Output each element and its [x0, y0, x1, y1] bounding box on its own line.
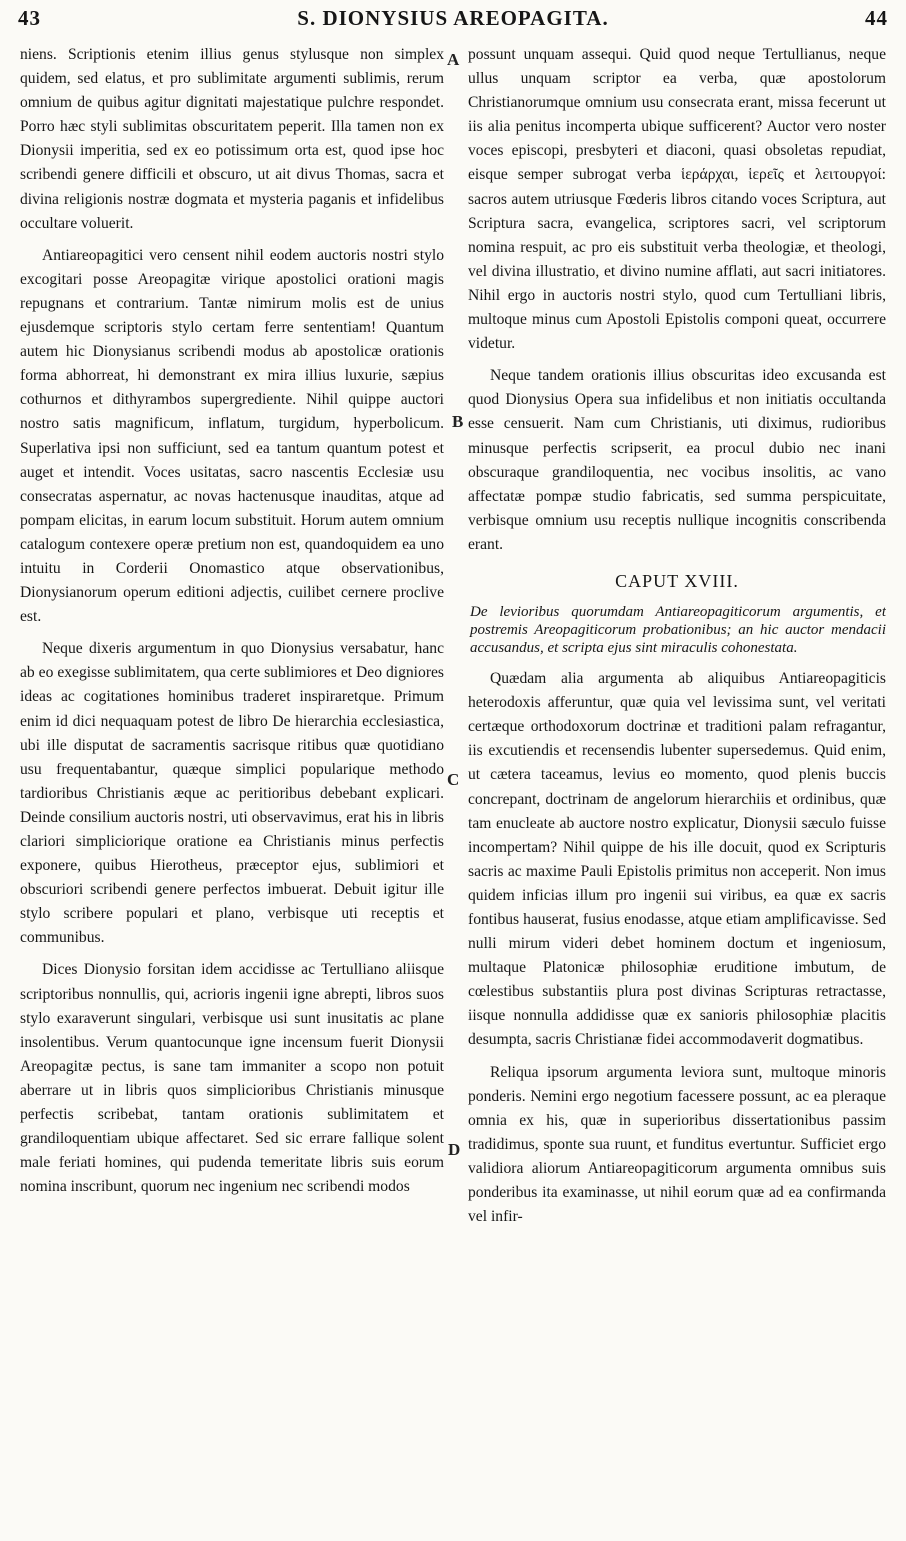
margin-letter-d: D — [448, 1140, 461, 1159]
paragraph: Neque dixeris argumentum in quo Dionysius versabatur, hanc ab eo exegisse sublimitatem, qua certe sublimiores et Deo digniores ideas ac cogitationes hominibus traderet inspiraretque. Primum enim id dici nequaquam potest de libro De hierarchia ecclesiastica, ubi ille disputat de sacramentis sacrisque ritibus quæ quotidiano usu frequentabantur, quæque simplici popularique methodo tardioribus Christianis æque ac peritioribus debebant explicari. Deinde consilium auctoris nostri, uti observavimus, erat his in libris clariori simpliciorique oratione ea Christianis minus perfectis exponere, quibus Hierotheus, præceptor ejus, sublimiori et obscuriori scribendi genere perfectos imbuerat. Debuit igitur ille stylo scribere populari et plano, verbisque uti receptis et communibus. — [20, 640, 444, 947]
margin-letter-c: C — [447, 770, 460, 789]
running-head — [18, 6, 888, 36]
paragraph: Reliqua ipsorum argumenta leviora sunt, multoque minoris ponderis. Nemini ergo negotium facessere possunt, ac ea pleraque omnia ex his, quæ in superioribus dissertationibus passim tradidimus, sponte sua ruunt, et funditus evertuntur. Sufficiet ergo validiora aliorum Antiareopagiticorum argumenta omnibus suis ponderibus ita examinasse, ut nihil eorum quæ ad ea confirmanda vel infir- — [468, 1063, 886, 1226]
page-number-left: 43 — [18, 6, 41, 30]
right-column — [468, 43, 886, 1533]
chapter-summary: De levioribus quorumdam Antiareopagiticorum argumentis, et postremis Areopagiticorum probationibus; an hic auctor mendacii accusandus, et scripta ejus sint miraculis cohonestata. — [470, 604, 886, 657]
left-column — [20, 43, 444, 1533]
paragraph: Dices Dionysio forsitan idem accidisse ac Tertulliano aliisque scriptoribus nonnullis, qui, acrioris ingenii igne abrepti, libros suos stylo exaraverunt singulari, verbisque usi sunt inusitatis ac plane insolentibus. Verum quantocunque igne incensum fuerit Dionysii Areopagitæ pectus, is sane tam immaniter a scopo non potuit aberrare ut in libris quos simplicioribus Christianis minusque perfectis scribebat, tantam orationis sublimitatem et grandiloquentiam ubique affectaret. Sed sic errare fallique solent male feriati homines, qui pudenda temeritate libris suis eorum nomina inscribunt, quorum nec ingenium nec scribendi modos — [20, 961, 444, 1196]
paragraph: niens. Scriptionis etenim illius genus stylusque non simplex quidem, sed elatus, et pro sublimitate argumenti sublimis, rerum omnium de quibus agitur dignitati majestatique pulchre respondet. Porro hæc styli sublimitas obscuritatem peperit. Illa tamen non ex Dionysii imperitia, sed ex eo potissimum orta est, quod ipse hoc scribendi genere difficili et obscuro, ut ait divus Thomas, sacra et divina religionis nostræ dogmata et mysteria paganis et infidelibus occultare voluerit. — [20, 46, 444, 232]
margin-letter-b: B — [452, 412, 464, 431]
page-number-right: 44 — [865, 6, 888, 30]
paragraph: Neque tandem orationis illius obscuritas ideo excusanda est quod Dionysius Opera sua infidelibus et non initiatis occultanda esse censuerit. Nam cum Christianis, uti diximus, rudioribus minusque perfectis scripserit, ea procul dubio nec inani obscuraque grandiloquentia, nec vocibus insolitis, ac vano affectatæ pompæ studio fabricatis, sed summa perspicuitate, verbisque omnium usu receptis nullique incognitis conscribenda erant. — [468, 367, 886, 553]
chapter-heading: CAPUT XVIII. — [615, 570, 739, 591]
running-title: S. DIONYSIUS AREOPAGITA. — [297, 6, 609, 30]
paragraph: Quædam alia argumenta ab aliquibus Antiareopagiticis heterodoxis afferuntur, quæ quia vel levissima sunt, vel veritati certæque orthodoxorum doctrinæ et traditioni palam refragantur, iis excutiendis et recensendis lubenter supersedemus. Quid enim, ut cætera taceamus, levius eo momento, quod plenis buccis concrepant, doctrinam de angelorum hierarchiis et ordinibus, quæ tam enucleate ab auctore nostro explicatur, Dionysii sæculo fuisse incompertam? Nihil quippe de his ille docuit, quod ex Scripturis sacris ac maxime Pauli Epistolis primitus non acceperit. Non imus quidem inficias illum pro ingenii sui viribus, ea quæ ex sacris fontibus hauserat, fusius enodasse, atque etiam amplificavisse. Sed nulli mirum videri debet hominem doctum et ingeniosum, multaque Platonicæ philosophiæ eruditione imbutum, de cœlestibus substantiis plura post divinas Scripturas retractasse, iisque nonnulla addidisse quæ ex sanioris philosophiæ placitis desumpta, sacris Christianæ fidei accommodaverit dogmatibus. — [468, 670, 886, 1049]
margin-letter-a: A — [447, 50, 460, 69]
paragraph: possunt unquam assequi. Quid quod neque Tertullianus, neque ullus unquam scriptor ea verba, quæ apostolorum Christianorumque omnium usu consecrata erant, missa fecerunt ut iis alia penitus incomperta ubique sufficerent? Auctor vero noster voces episcopi, presbyteri et diaconi, quasi obsoletas repudiat, eisque semper subrogat verba ἱεράρχαι, ἱερεῖς et λειτουργοί: sacros autem utriusque Fœderis libros citando voces Scriptura, aut Scriptura sacra, evangelica, scriptores sacri, vel scriptorum nomina respuit, ac pro eis substituit verba theologiæ, et theologi, vel divina illustratio, et divino numine afflati, aut sacri initiatores. Nihil ergo in auctoris nostri stylo, quod cum Tertulliani libris, multoque minus cum Apostoli Epistolis componi queat, occurrere videtur. — [468, 46, 886, 353]
paragraph: Antiareopagitici vero censent nihil eodem auctoris nostri stylo excogitari posse Areopagitæ virique apostolici orationi magis repugnans et contrarium. Tantæ nimirum molis est de unius ejusdemque scriptoris stylo certam ferre sententiam! Quantum autem hic Dionysianus scribendi modus ab apostolicæ orationis forma abhorreat, hi demonstrant ex mira illius luxurie, sæpius cothurnos et dithyrambos supergrediente. Nihil quippe auctori nostro satis magnificum, inflatum, turgidum, hyperbolicum. Superlativa ipsi non sufficiunt, sed ea tantum quantum potest et auget et intendit. Voces usitatas, sacro nascentis Ecclesiæ usu consecratas aspernatur, ac novas hactenusque inauditas, atque ad pompam elicitas, in earum locum substituit. Horum autem omnium catalogum contexere operæ pretium non est, quandoquidem ea uno intuitu in Corderii Onomastico atque observationibus, Dionysianorum operum editioni adjectis, cuilibet cernere proclive est. — [20, 246, 444, 626]
